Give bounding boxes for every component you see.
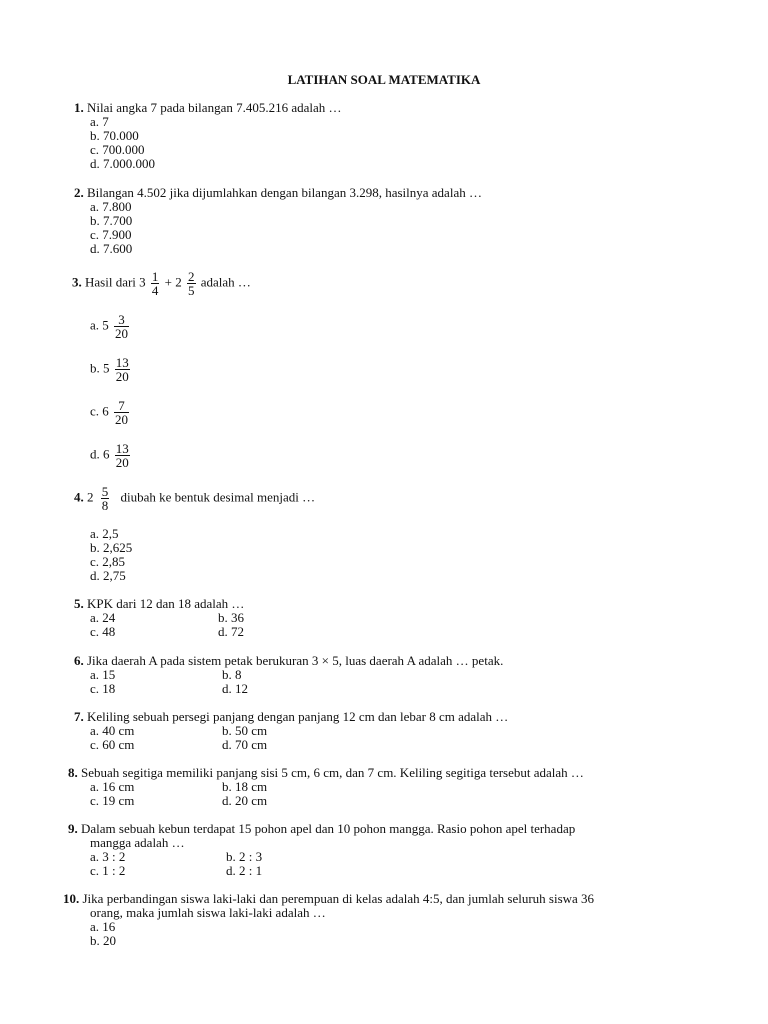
option-b (90, 356, 132, 383)
option-a (90, 313, 131, 340)
option-c: c. 19 cm (90, 793, 135, 808)
numerator: 13 (115, 355, 129, 370)
question-text: Keliling sebuah persegi panjang dengan panjang 12 cm dan lebar 8 cm adalah … (87, 709, 509, 724)
option-c: c. 700.000 (90, 142, 145, 157)
question-1 (74, 101, 342, 115)
option-d: d. 2 : 1 (226, 863, 263, 878)
option-label: d. 6 (90, 446, 110, 462)
option-a: a. 3 : 2 (90, 849, 126, 864)
denominator: 4 (151, 283, 159, 298)
denominator: 20 (115, 455, 129, 470)
fraction (115, 442, 130, 469)
question-8 (68, 766, 584, 780)
question-number: 10. (63, 891, 80, 906)
numerator: 2 (188, 269, 195, 284)
option-b: b. 18 cm (222, 779, 268, 794)
question-7 (74, 710, 508, 724)
option-c: c. 18 (90, 681, 116, 696)
option-c (90, 399, 131, 426)
question-6 (74, 654, 503, 668)
question-text: Jika perbandingan siswa laki-laki dan perempuan di kelas adalah 4:5, dan jumlah seluruh siswa 36 (82, 891, 595, 906)
option-b: b. 8 (222, 667, 242, 682)
question-number: 4. (74, 489, 84, 505)
fraction (101, 485, 110, 512)
question-text: KPK dari 12 dan 18 adalah … (87, 596, 245, 611)
denominator: 20 (115, 412, 129, 427)
option-d: d. 12 (222, 681, 248, 696)
option-label: b. 5 (90, 360, 110, 376)
denominator: 5 (188, 283, 195, 298)
option-b: b. 70.000 (90, 128, 139, 143)
fraction (187, 270, 196, 297)
option-d: d. 7.600 (90, 241, 133, 256)
question-text-continued: mangga adalah … (90, 835, 185, 850)
question-9 (68, 822, 575, 836)
question-number: 7. (74, 709, 84, 724)
option-a: a. 15 (90, 667, 116, 682)
option-d: d. 7.000.000 (90, 156, 155, 171)
option-a: a. 16 cm (90, 779, 135, 794)
question-3 (72, 270, 251, 297)
question-number: 1. (74, 100, 84, 115)
question-5 (74, 597, 244, 611)
question-text-continued: orang, maka jumlah siswa laki-laki adalah … (90, 905, 326, 920)
numerator: 1 (151, 269, 159, 284)
option-a: a. 2,5 (90, 526, 119, 541)
question-number: 5. (74, 596, 84, 611)
option-d: d. 20 cm (222, 793, 268, 808)
option-c: c. 1 : 2 (90, 863, 126, 878)
question-4 (74, 485, 315, 512)
question-10 (63, 892, 594, 906)
denominator: 20 (115, 326, 129, 341)
option-a: a. 24 (90, 610, 116, 625)
fraction (114, 313, 129, 340)
option-c: c. 60 cm (90, 737, 135, 752)
question-text-post: adalah … (200, 274, 251, 290)
fraction (114, 399, 129, 426)
question-number: 2. (74, 185, 84, 200)
option-c: c. 2,85 (90, 554, 126, 569)
option-b: b. 36 (218, 610, 244, 625)
denominator: 20 (115, 369, 129, 384)
question-2 (74, 186, 482, 200)
option-b: b. 2 : 3 (226, 849, 263, 864)
option-b: b. 2,625 (90, 540, 133, 555)
fraction (151, 270, 160, 297)
question-number: 6. (74, 653, 84, 668)
option-a: a. 16 (90, 919, 116, 934)
question-text: Dalam sebuah kebun terdapat 15 pohon apel dan 10 pohon mangga. Rasio pohon apel terhadap (81, 821, 576, 836)
option-d: d. 2,75 (90, 568, 126, 583)
fraction (115, 356, 130, 383)
question-text: Bilangan 4.502 jika dijumlahkan dengan bilangan 3.298, hasilnya adalah … (87, 185, 482, 200)
denominator: 8 (101, 498, 109, 513)
question-text-post: diubah ke bentuk desimal menjadi … (120, 489, 316, 505)
question-number: 9. (68, 821, 78, 836)
option-label: a. 5 (90, 317, 109, 333)
numerator: 13 (115, 441, 129, 456)
option-a: a. 7.800 (90, 199, 132, 214)
page-title: LATIHAN SOAL MATEMATIKA (287, 72, 481, 87)
option-c: c. 48 (90, 624, 116, 639)
question-text: Jika daerah A pada sistem petak berukuran 3 × 5, luas daerah A adalah … petak. (87, 653, 504, 668)
option-label: c. 6 (90, 403, 109, 419)
question-text: Nilai angka 7 pada bilangan 7.405.216 adalah … (87, 100, 342, 115)
option-b: b. 7.700 (90, 213, 133, 228)
question-text-pre: 2 (87, 489, 94, 505)
option-d: d. 72 (218, 624, 244, 639)
numerator: 7 (118, 398, 125, 413)
option-a: a. 40 cm (90, 723, 135, 738)
option-b: b. 50 cm (222, 723, 268, 738)
question-text-pre: Hasil dari 3 (85, 274, 146, 290)
question-text: Sebuah segitiga memiliki panjang sisi 5 cm, 6 cm, dan 7 cm. Keliling segitiga tersebut adalah … (81, 765, 584, 780)
numerator: 3 (118, 312, 125, 327)
option-d (90, 442, 132, 469)
numerator: 5 (101, 484, 109, 499)
option-c: c. 7.900 (90, 227, 132, 242)
question-number: 8. (68, 765, 78, 780)
option-d: d. 70 cm (222, 737, 268, 752)
option-a: a. 7 (90, 114, 109, 129)
option-b: b. 20 (90, 933, 116, 948)
question-text-mid: + 2 (164, 274, 182, 290)
question-number: 3. (72, 274, 82, 290)
